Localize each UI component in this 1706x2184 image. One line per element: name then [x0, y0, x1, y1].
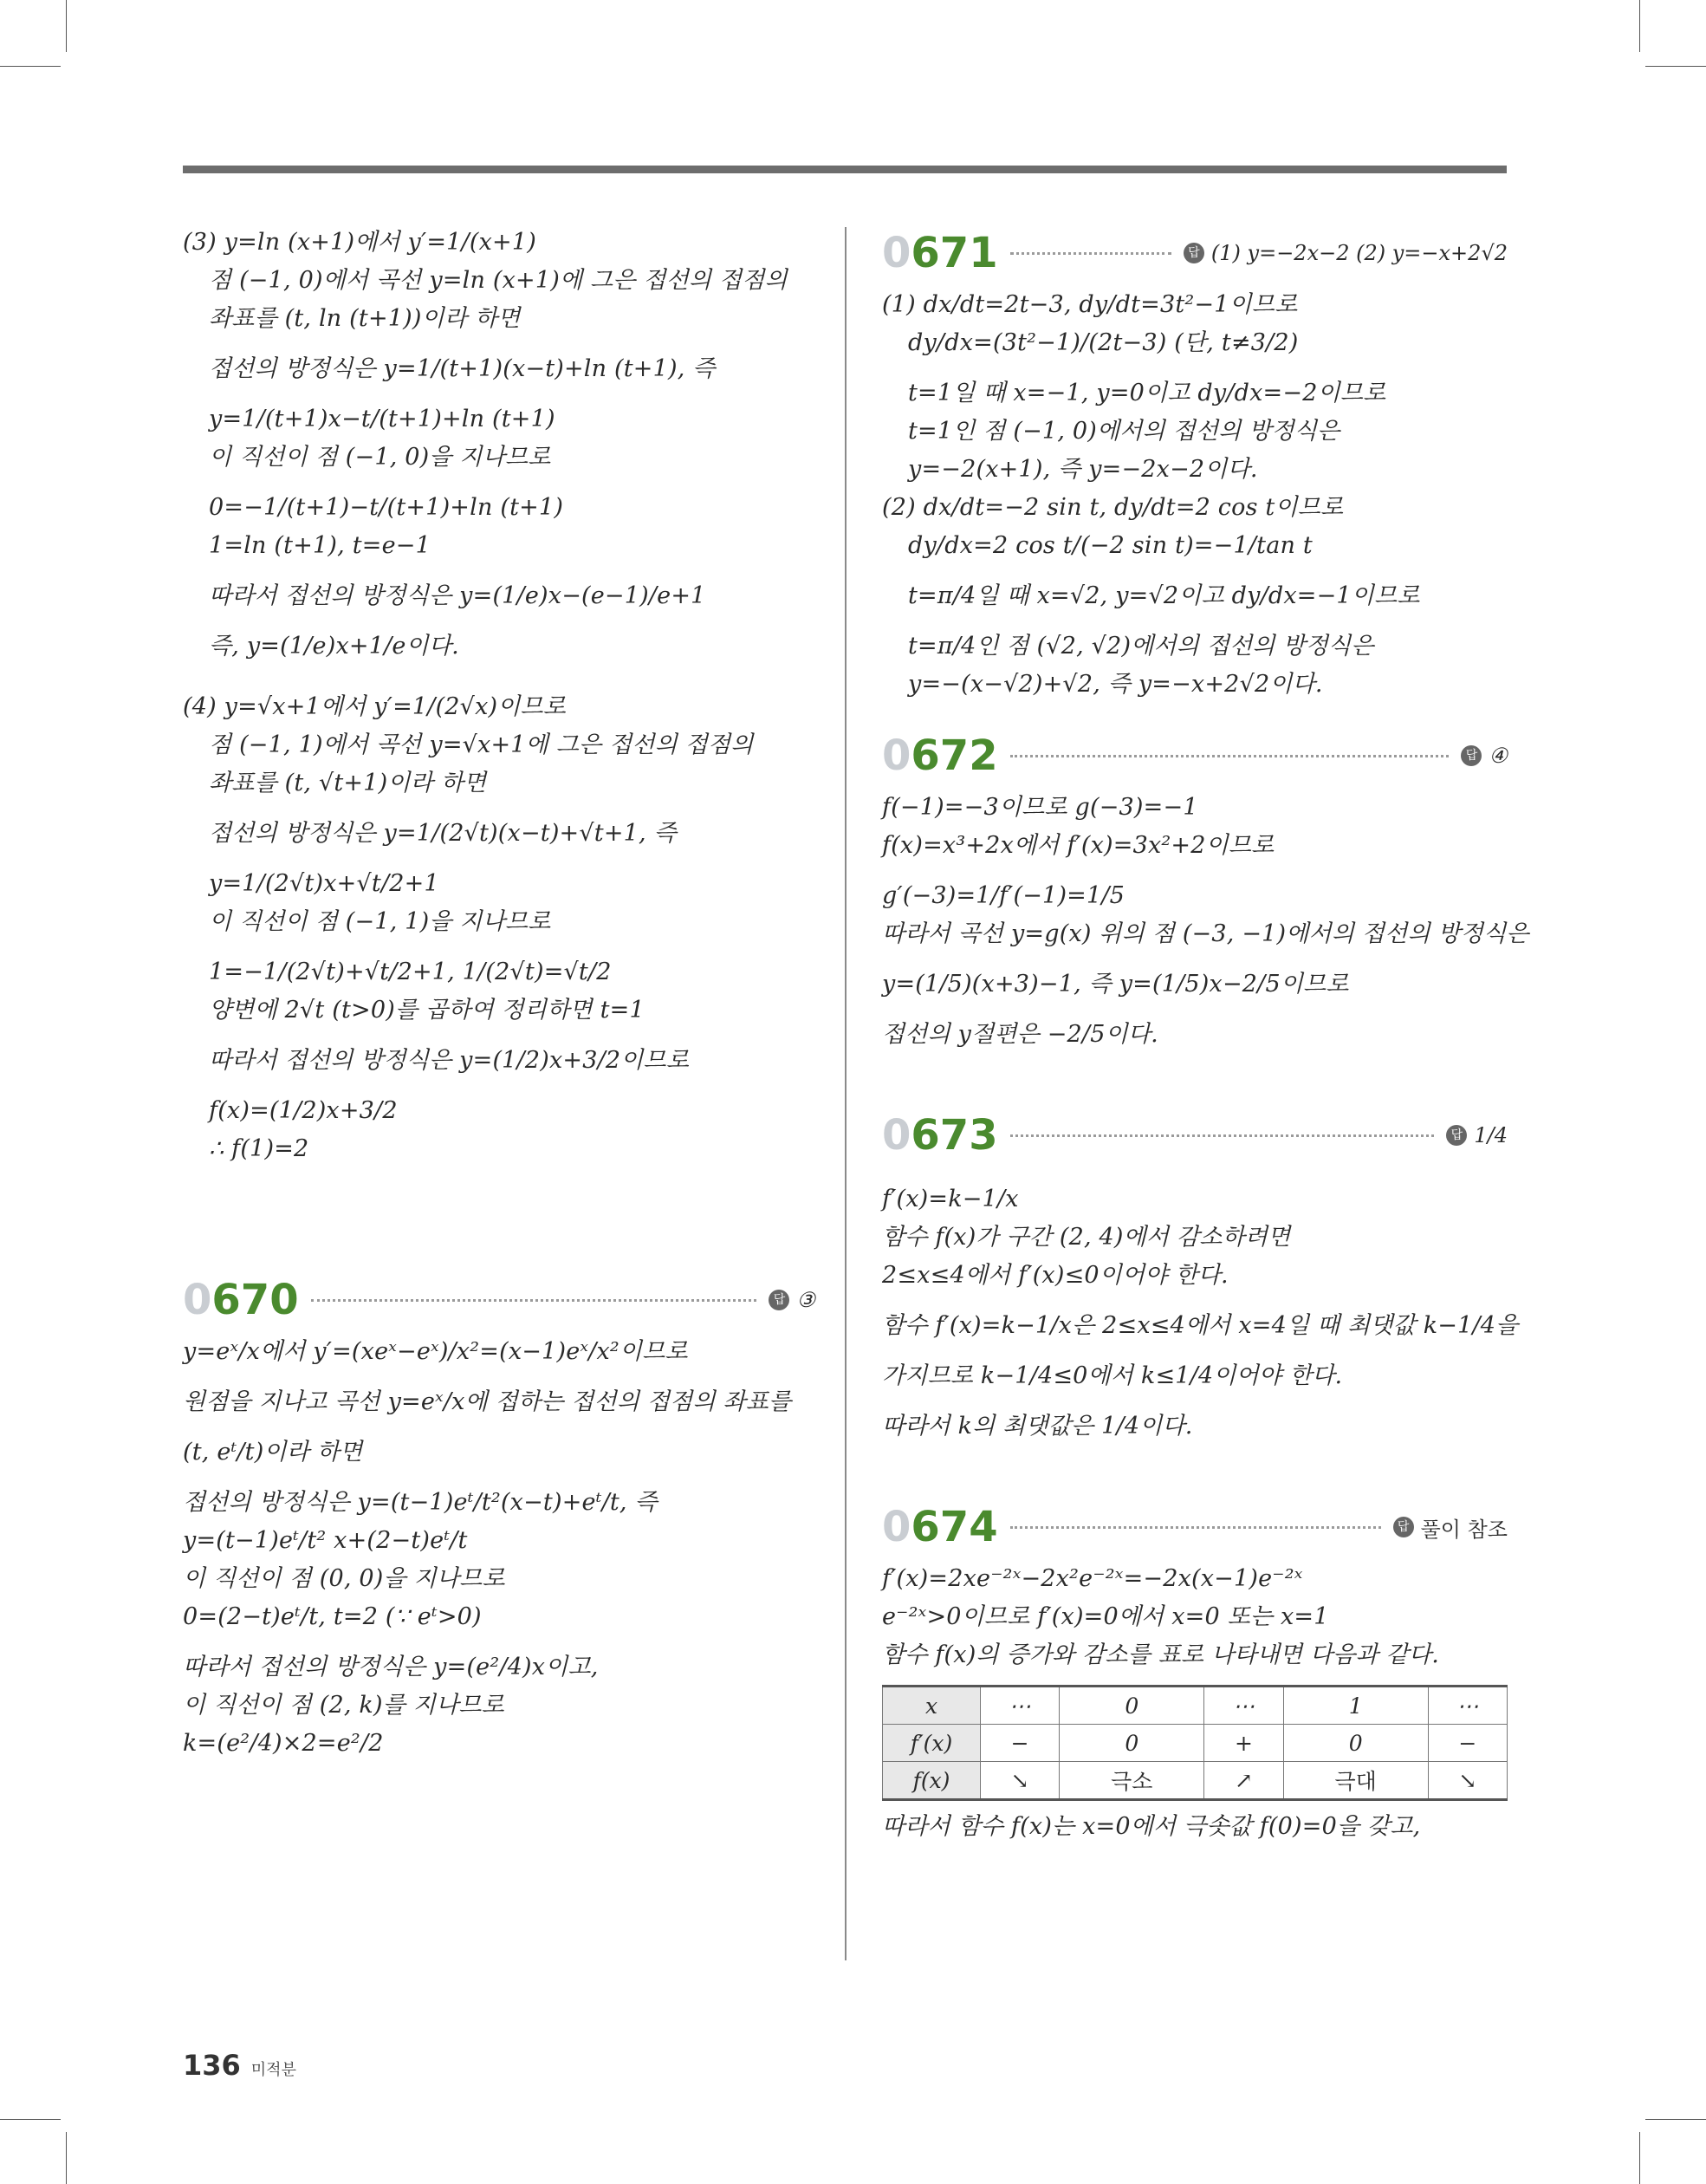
problem-header [882, 1503, 1508, 1551]
text-line: 접선의 방정식은 y=(t−1)eᵗ/t²(x−t)+eᵗ/t, 즉 [183, 1489, 658, 1516]
text-line: 0=−1/(t+1)−t/(t+1)+ln (t+1) [209, 494, 564, 521]
table-cell: − [1428, 1725, 1507, 1762]
table-cell: ⋯ [981, 1687, 1060, 1725]
crop-mark [66, 2132, 67, 2184]
text-line: (3) y=ln (x+1)에서 y′=1/(x+1) [183, 229, 536, 256]
table-cell: 0 [1060, 1687, 1204, 1725]
text-line: t=π/4일 때 x=√2, y=√2이고 dy/dx=−1이므로 [908, 582, 1420, 609]
text-line: t=1인 점 (−1, 0)에서의 접선의 방정식은 [908, 418, 1340, 445]
left-column [183, 224, 815, 1763]
answer-icon: 답 [1393, 1517, 1414, 1537]
solution-part-3 [183, 224, 815, 666]
text-line: f(−1)=−3이므로 g(−3)=−1 [882, 794, 1198, 821]
text-line: dy/dx=(3t²−1)/(2t−3) (단, t≠3/2) [908, 329, 1299, 356]
text-line: 함수 f(x)의 증가와 감소를 표로 나타내면 다음과 같다. [882, 1641, 1439, 1668]
text-line: y=−(x−√2)+√2, 즉 y=−x+2√2이다. [908, 671, 1323, 698]
text-line: 접선의 방정식은 y=1/(t+1)(x−t)+ln (t+1), 즉 [209, 355, 716, 382]
text-line: 함수 f′(x)=k−1/x은 2≤x≤4에서 x=4일 때 최댓값 k−1/4을 [882, 1312, 1519, 1339]
text-line: 접선의 방정식은 y=1/(2√t)(x−t)+√t+1, 즉 [209, 820, 677, 847]
leader-dots [1010, 1526, 1381, 1529]
crop-mark [1639, 0, 1640, 52]
page-number: 136 [183, 2049, 241, 2082]
text-line: 따라서 접선의 방정식은 y=(1/e)x−(e−1)/e+1 [209, 582, 706, 609]
text-line: y=−2(x+1), 즉 y=−2x−2이다. [908, 456, 1258, 483]
crop-mark [66, 0, 67, 52]
answer: 답 ③ [769, 1288, 815, 1312]
table-cell: ⋯ [1204, 1687, 1283, 1725]
table-cell: 0 [1283, 1725, 1428, 1762]
text-line: f(x)=(1/2)x+3/2 [209, 1097, 398, 1124]
text-line: ∴ f(1)=2 [209, 1135, 309, 1162]
text-line: 0=(2−t)eᵗ/t, t=2 (∵ eᵗ>0) [183, 1603, 482, 1630]
text-line: 원점을 지나고 곡선 y=eˣ/x에 접하는 접선의 접점의 좌표를 [183, 1388, 792, 1415]
table-cell: f(x) [883, 1762, 981, 1800]
text-line: 따라서 접선의 방정식은 y=(e²/4)x이고, [183, 1654, 599, 1680]
answer: 답 ④ [1461, 744, 1508, 768]
table-row [883, 1687, 1508, 1725]
table-cell: ↘ [981, 1762, 1060, 1800]
leader-dots [1010, 252, 1171, 255]
problem-number: 0671 [882, 229, 998, 277]
text-line: g′(−3)=1/f′(−1)=1/5 [882, 882, 1125, 909]
problem-0672 [882, 731, 1529, 1054]
table-cell: 0 [1060, 1725, 1204, 1762]
problem-0674 [882, 1503, 1508, 1846]
increase-decrease-table [882, 1685, 1508, 1801]
text-line: 이 직선이 점 (−1, 1)을 지나므로 [209, 908, 551, 935]
text-line: 2≤x≤4에서 f′(x)≤0이어야 한다. [882, 1262, 1229, 1289]
text-line: 따라서 곡선 y=g(x) 위의 점 (−3, −1)에서의 접선의 방정식은 [882, 920, 1529, 947]
problem-0671 [882, 229, 1508, 704]
text-line: 점 (−1, 1)에서 곡선 y=√x+1에 그은 접선의 접점의 [209, 731, 754, 758]
subject-label: 미적분 [250, 2061, 296, 2079]
text-line: 양변에 2√t (t>0)를 곱하여 정리하면 t=1 [209, 997, 645, 1024]
leader-dots [1010, 755, 1450, 757]
text-line: 함수 f(x)가 구간 (2, 4)에서 감소하려면 [882, 1224, 1291, 1251]
answer-icon: 답 [769, 1290, 789, 1310]
text-line: y=(t−1)eᵗ/t² x+(2−t)eᵗ/t [183, 1527, 468, 1554]
text-line: t=1일 때 x=−1, y=0이고 dy/dx=−2이므로 [908, 380, 1386, 406]
text-line: y=1/(t+1)x−t/(t+1)+ln (t+1) [209, 406, 555, 432]
text-line: 좌표를 (t, ln (t+1))이라 하면 [209, 305, 521, 332]
problem-number: 0673 [882, 1111, 998, 1160]
problem-number: 0674 [882, 1503, 998, 1551]
column-divider [845, 227, 847, 1960]
text-line: t=π/4인 점 (√2, √2)에서의 접선의 방정식은 [908, 633, 1374, 660]
crop-mark [1645, 2119, 1706, 2120]
text-line: (1) dx/dt=2t−3, dy/dt=3t²−1이므로 [882, 291, 1298, 318]
text-line: 이 직선이 점 (2, k)를 지나므로 [183, 1692, 504, 1719]
text-line: 따라서 접선의 방정식은 y=(1/2)x+3/2이므로 [209, 1047, 690, 1074]
header-rule [183, 166, 1507, 173]
text-line: dy/dx=2 cos t/(−2 sin t)=−1/tan t [908, 532, 1313, 559]
text-line: 이 직선이 점 (−1, 0)을 지나므로 [209, 444, 551, 471]
table-cell: x [883, 1687, 981, 1725]
answer-icon: 답 [1184, 243, 1204, 263]
table-cell: + [1204, 1725, 1283, 1762]
crop-mark [0, 2119, 61, 2120]
text-line: 따라서 함수 f(x)는 x=0에서 극솟값 f(0)=0을 갖고, [882, 1813, 1421, 1840]
leader-dots [1010, 1134, 1435, 1137]
table-cell: ⋯ [1428, 1687, 1507, 1725]
text-line: 이 직선이 점 (0, 0)을 지나므로 [183, 1565, 505, 1592]
table-cell: 극대 [1283, 1762, 1428, 1800]
text-line: (4) y=√x+1에서 y′=1/(2√x)이므로 [183, 693, 567, 720]
problem-0670 [183, 1276, 815, 1763]
text-line: 접선의 y절편은 −2/5이다. [882, 1021, 1158, 1048]
text-line: f′(x)=k−1/x [882, 1186, 1019, 1212]
text-line: (t, eᵗ/t)이라 하면 [183, 1439, 363, 1466]
problem-header [882, 1111, 1508, 1160]
table-cell: ↘ [1428, 1762, 1507, 1800]
text-line: y=1/(2√t)x+√t/2+1 [209, 870, 439, 897]
text-line: 가지므로 k−1/4≤0에서 k≤1/4이어야 한다. [882, 1362, 1343, 1389]
problem-header [882, 731, 1508, 780]
problem-number: 0672 [882, 731, 998, 780]
right-column [882, 224, 1529, 1846]
text-line: f′(x)=2xe⁻²ˣ−2x²e⁻²ˣ=−2x(x−1)e⁻²ˣ [882, 1565, 1303, 1592]
answer-icon: 답 [1461, 745, 1482, 766]
text-line: y=eˣ/x에서 y′=(xeˣ−eˣ)/x²=(x−1)eˣ/x²이므로 [183, 1338, 688, 1365]
text-line: 1=ln (t+1), t=e−1 [209, 532, 431, 559]
text-line: 즉, y=(1/e)x+1/e이다. [209, 633, 459, 660]
text-line: f(x)=x³+2x에서 f′(x)=3x²+2이므로 [882, 832, 1275, 859]
leader-dots [311, 1299, 757, 1302]
text-line: 따라서 k의 최댓값은 1/4이다. [882, 1413, 1193, 1440]
text-line: e⁻²ˣ>0이므로 f′(x)=0에서 x=0 또는 x=1 [882, 1603, 1329, 1630]
text-line: (2) dx/dt=−2 sin t, dy/dt=2 cos t이므로 [882, 494, 1344, 521]
problem-header [882, 229, 1508, 277]
solution-part-4 [183, 688, 815, 1168]
text-line: 좌표를 (t, √t+1)이라 하면 [209, 770, 487, 796]
crop-mark [1639, 2132, 1640, 2184]
text-line: 점 (−1, 0)에서 곡선 y=ln (x+1)에 그은 접선의 접점의 [209, 267, 788, 294]
table-cell: f′(x) [883, 1725, 981, 1762]
table-cell: ↗ [1204, 1762, 1283, 1800]
answer: 답 풀이 참조 [1393, 1512, 1508, 1543]
problem-number: 0670 [183, 1276, 299, 1324]
problem-0673 [882, 1111, 1519, 1446]
table-cell: − [981, 1725, 1060, 1762]
text-line: 1=−1/(2√t)+√t/2+1, 1/(2√t)=√t/2 [209, 959, 612, 985]
table-row [883, 1762, 1508, 1800]
text-line: k=(e²/4)×2=e²/2 [183, 1730, 384, 1757]
text-line: y=(1/5)(x+3)−1, 즉 y=(1/5)x−2/5이므로 [882, 971, 1349, 998]
crop-mark [0, 66, 61, 67]
problem-header [183, 1276, 815, 1324]
answer: 답 1/4 [1446, 1123, 1508, 1147]
table-cell: 1 [1283, 1687, 1428, 1725]
crop-mark [1645, 66, 1706, 67]
page-footer [183, 2049, 296, 2082]
table-row [883, 1725, 1508, 1762]
answer: 답 (1) y=−2x−2 (2) y=−x+2√2 [1184, 241, 1508, 265]
table-cell: 극소 [1060, 1762, 1204, 1800]
answer-icon: 답 [1446, 1125, 1467, 1146]
